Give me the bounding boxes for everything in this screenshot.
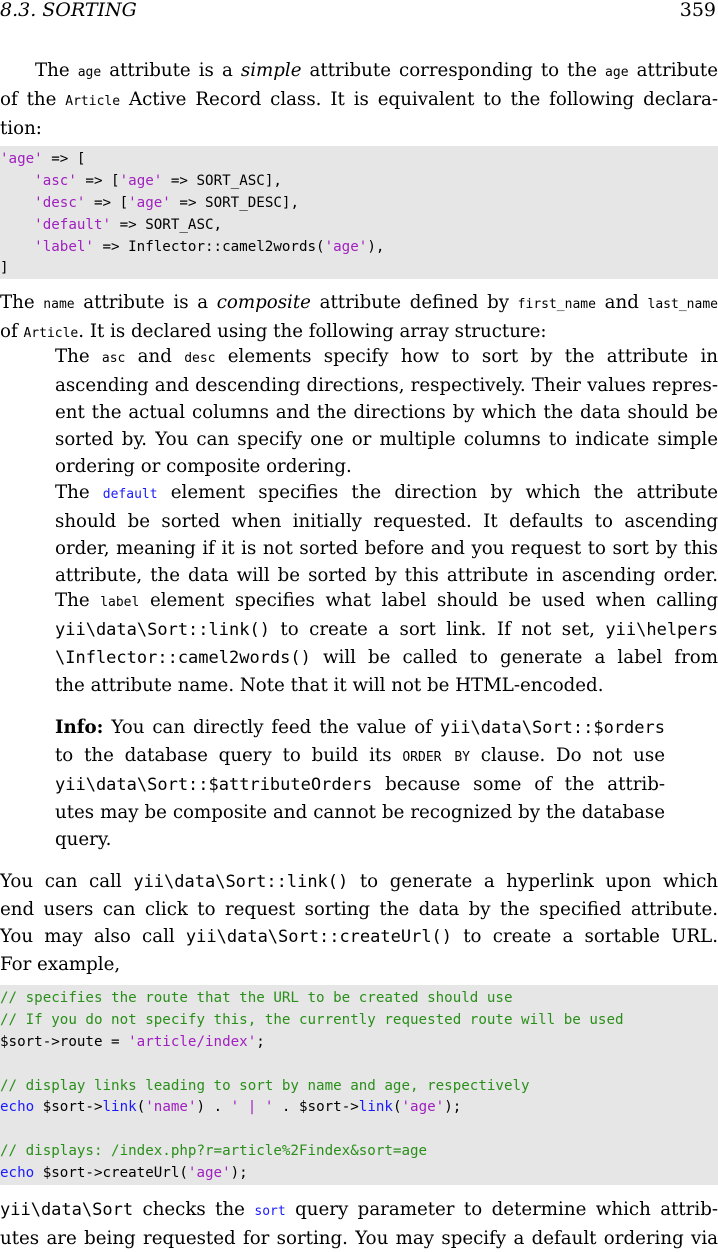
code-block-age-declaration: 'age' => [ 'asc' => ['age' => SORT_ASC], 'desc' => ['age' => SORT_DESC], 'default' => SORT_ASC, 'label' => Inflector::camel2words('age'), ] (0, 146, 718, 279)
list-item-default: The default element specifies the direction by which the attribute should be sorted when initially requested. It defaults to ascending order, meaning if it is not sorted before and you request to sort by this attribute, the data will be sorted by this attribute in ascending order. (55, 482, 718, 586)
page-header (0, 0, 718, 22)
paragraph-link-method: You can call yii\data\Sort::link() to generate a hyperlink upon which end users can click to request sorting the data by the specified attribute. You may also call yii\data\Sort::createUrl() to create a sortable URL. For example, (0, 871, 718, 975)
running-section-title: 8.3. SORTING (0, 0, 137, 21)
paragraph-name-attribute: The name attribute is a composite attribute defined by first_name and last_name of Article. It is declared using the following array structure: (0, 292, 718, 342)
list-item-asc-desc: The asc and desc elements specify how to sort by the attribute in ascending and descending directions, respectively. Their values repres- ent the actual columns and the directions by which the data should be sorted by. You can specify one or multiple columns to indicate simple ordering or composite ordering. (55, 346, 718, 477)
info-note: Info: You can directly feed the value of yii\data\Sort::$orders to the database query to build its ORDER BY clause. Do not use yii\data\Sort::$attributeOrders because some of the attrib- utes may be composite and cannot be recognized by the database query. (55, 717, 665, 850)
paragraph-sort-parameter: yii\data\Sort checks the sort query parameter to determine which attrib- utes are being requested for sorting. You may specify a default ordering via (0, 1199, 718, 1249)
code-block-sort-link-example: // specifies the route that the URL to be created should use // If you do not specify this, the currently requested route will be used $sort->route = 'article/index'; // display links leading to sort by name and age, respectively echo $sort->link('name') . ' | ' . $sort->link('age'); // displays: /index.php?r=article%2Findex&sort=age echo $sort->createUrl('age'); (0, 985, 718, 1185)
paragraph-age-attribute: The age attribute is a simple attribute corresponding to the age attribute of the Article Active Record class. It is equivalent to the following declara- tion: (0, 60, 718, 139)
page-number: 359 (679, 0, 716, 21)
list-item-label: The label element specifies what label should be used when calling yii\data\Sort::link() to create a sort link. If not set, yii\helpers \Inflector::camel2words() will be called to generate a label from the attribute name. Note that it will not be HTML-encoded. (55, 590, 718, 696)
